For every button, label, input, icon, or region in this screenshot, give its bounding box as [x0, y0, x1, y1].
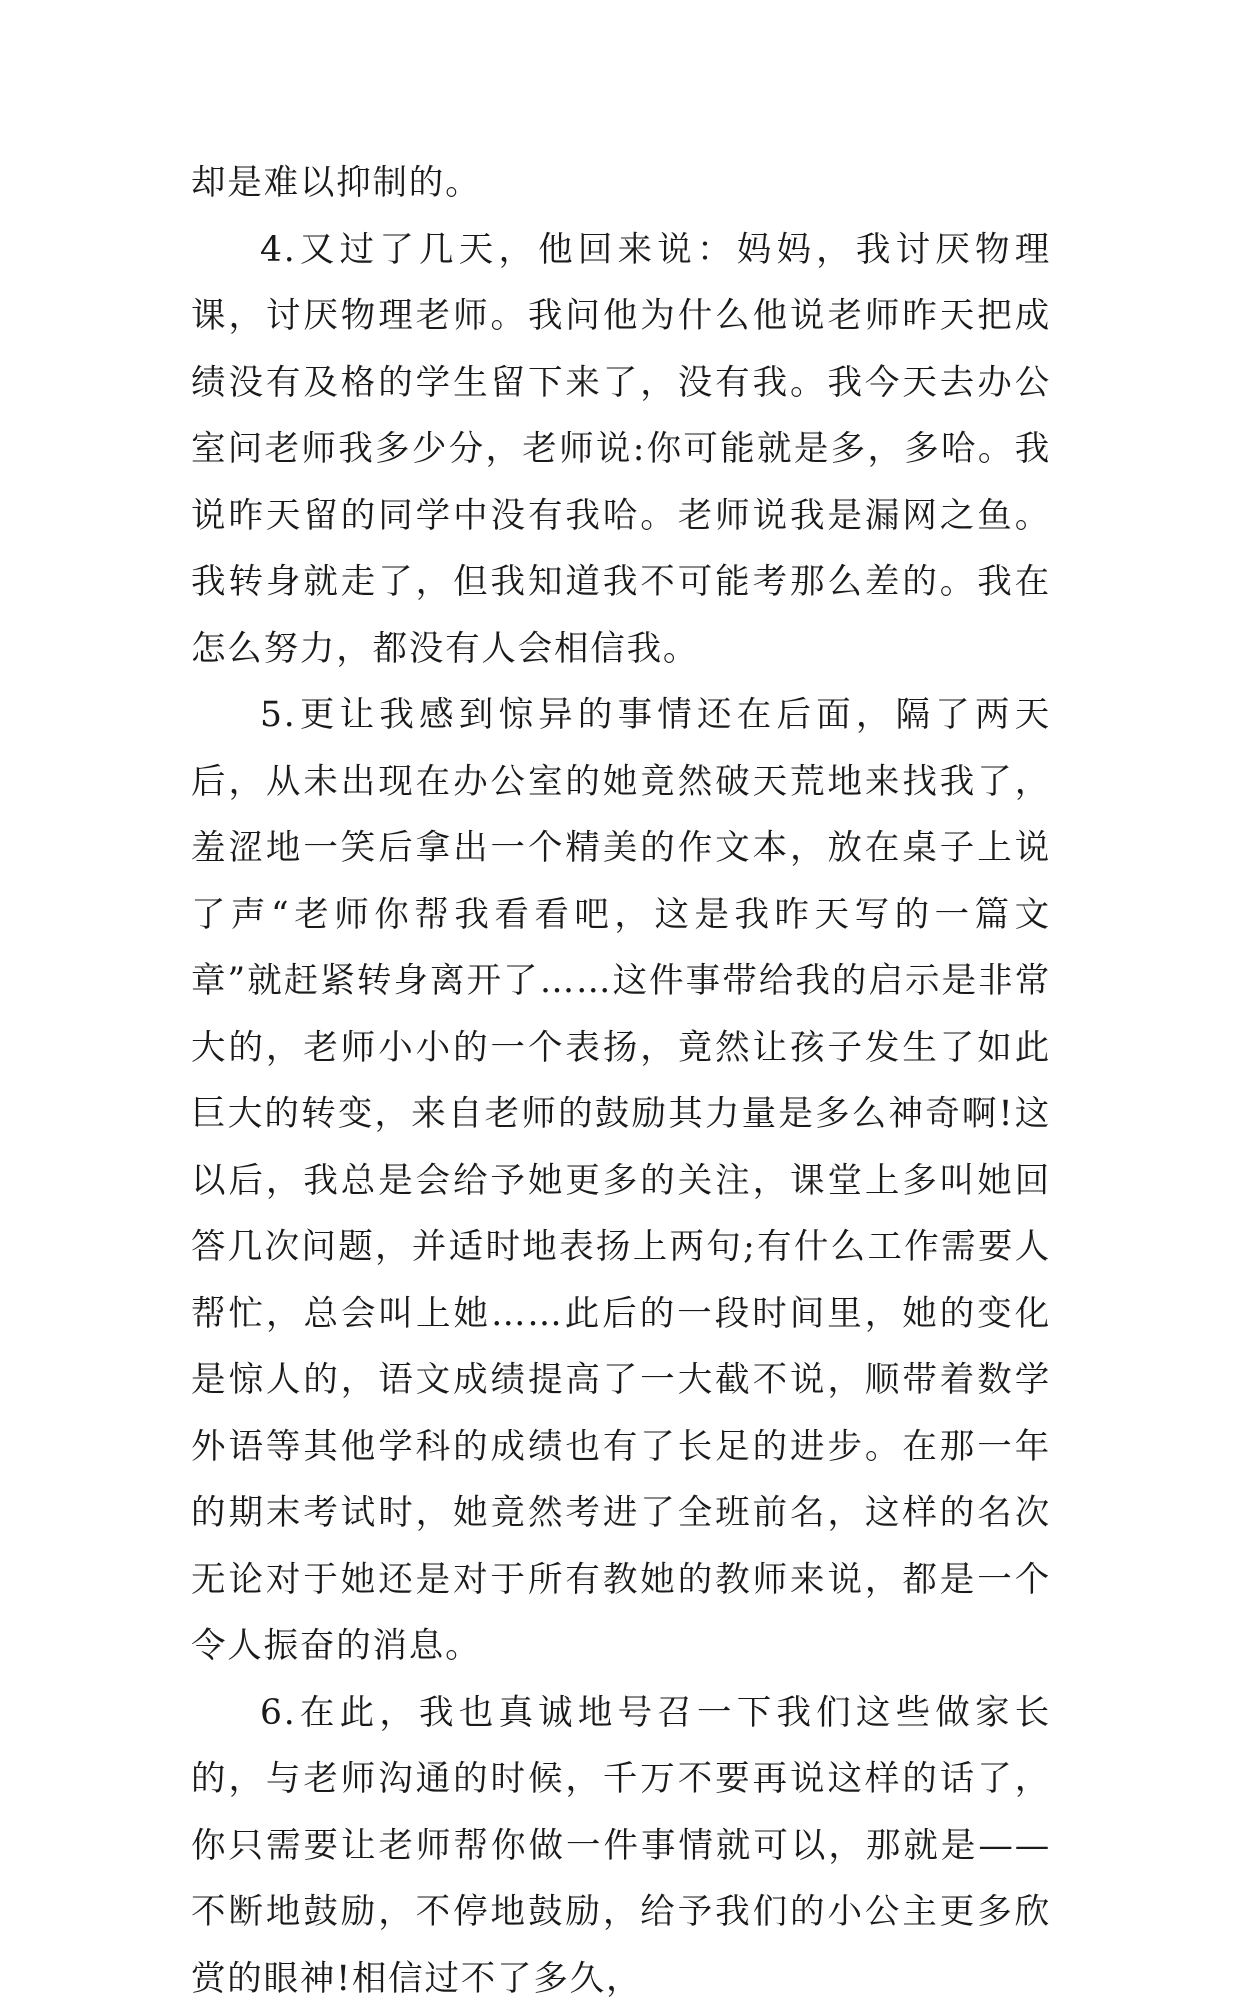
paragraph-5: 5.更让我感到惊异的事情还在后面，隔了两天后，从未出现在办公室的她竟然破天荒地来找我了，羞涩地一笑后拿出一个精美的作文本，放在桌子上说了声“老师你帮我看看吧，这是我昨天写的一篇文章”就赶紧转身离开了……这件事带给我的启示是非常大的，老师小小的一个表扬，竟然让孩子发生了如此巨大的转变，来自老师的鼓励其力量是多么神奇啊!这以后，我总是会给予她更多的关注，课堂上多叫她回答几次问题，并适时地表扬上两句;有什么工作需要人帮忙，总会叫上她……此后的一段时间里，她的变化是惊人的，语文成绩提高了一大截不说，顺带着数学外语等其他学科的成绩也有了长足的进步。在那一年的期末考试时，她竟然考进了全班前名，这样的名次无论对于她还是对于所有教她的教师来说，都是一个令人振奋的消息。 — [191, 682, 1051, 1680]
paragraph-continuation: 却是难以抑制的。 — [191, 150, 1051, 217]
paragraph-6: 6.在此，我也真诚地号召一下我们这些做家长的，与老师沟通的时候，千万不要再说这样的话了，你只需要让老师帮你做一件事情就可以，那就是——不断地鼓励，不停地鼓励，给予我们的小公主更多欣赏的眼神!相信过不了多久， — [191, 1680, 1051, 2012]
document-page — [191, 150, 1051, 2012]
paragraph-4: 4.又过了几天，他回来说：妈妈，我讨厌物理课，讨厌物理老师。我问他为什么他说老师昨天把成绩没有及格的学生留下来了，没有我。我今天去办公室问老师我多少分，老师说:你可能就是多，多哈。我说昨天留的同学中没有我哈。老师说我是漏网之鱼。我转身就走了，但我知道我不可能考那么差的。我在怎么努力，都没有人会相信我。 — [191, 217, 1051, 683]
